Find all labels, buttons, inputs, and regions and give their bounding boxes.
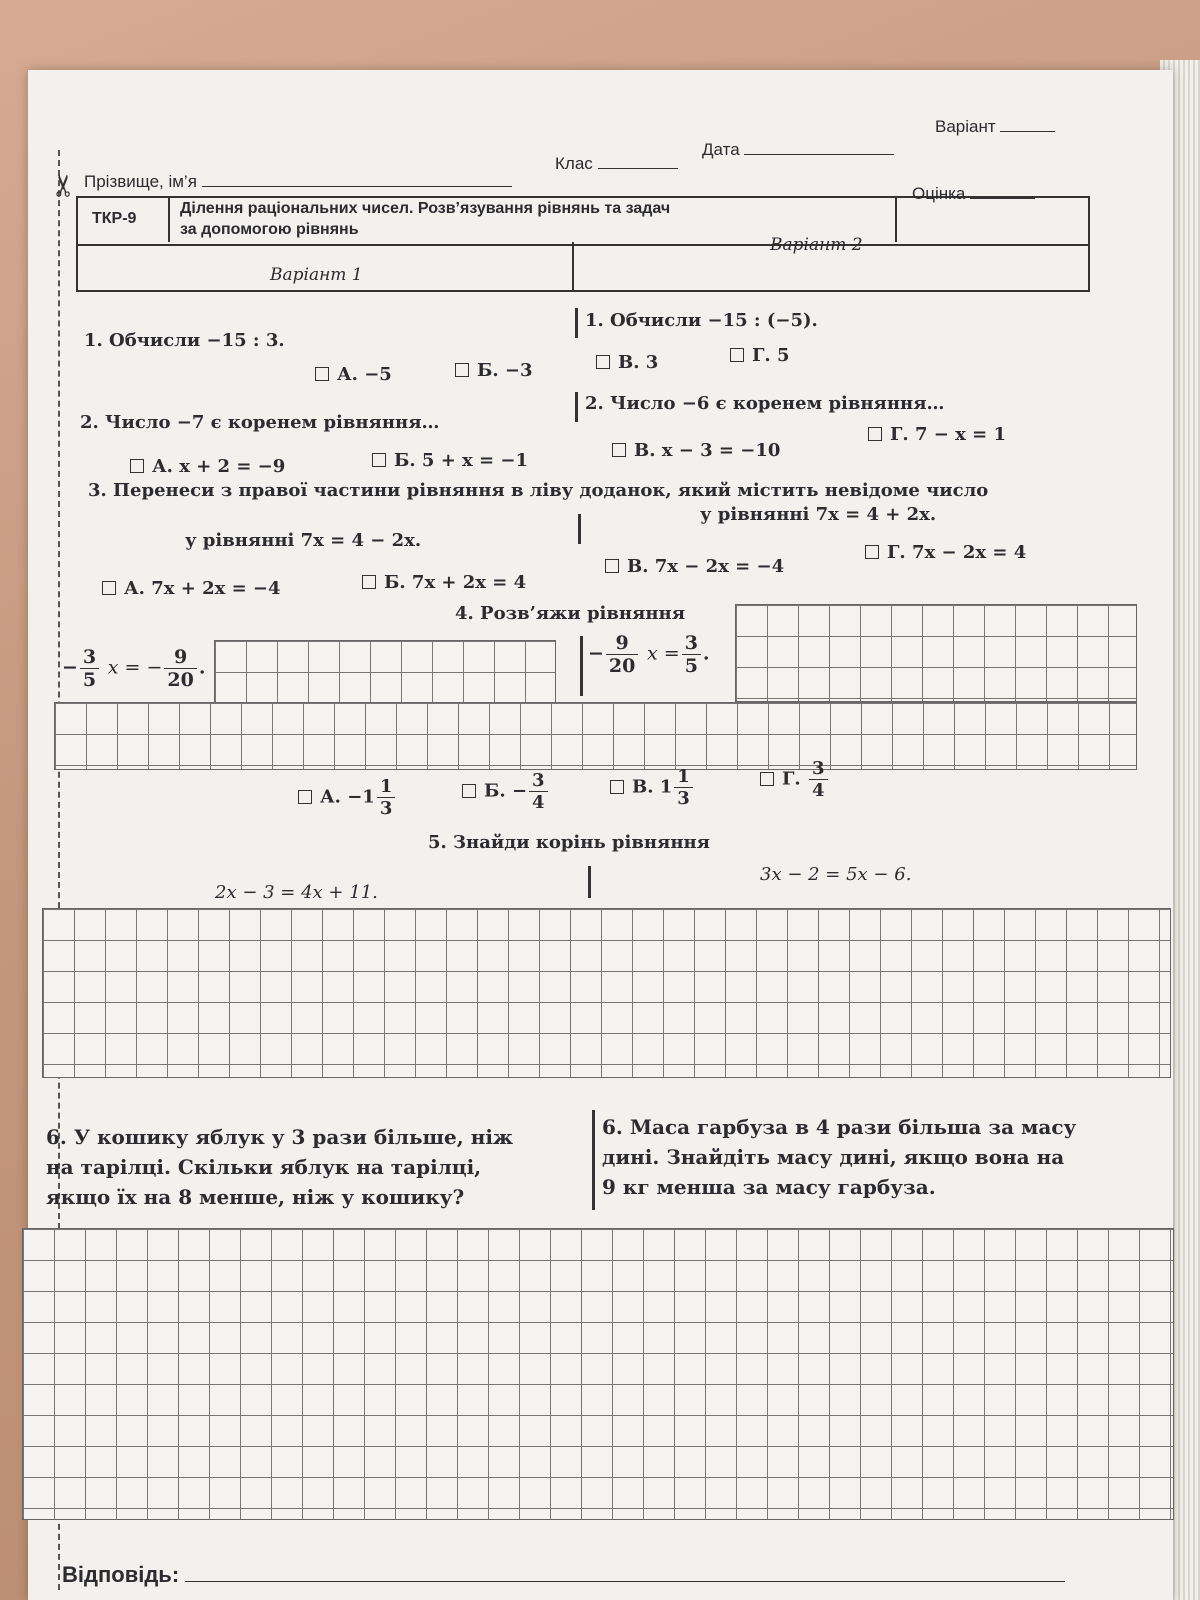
date-label: Дата <box>702 140 740 159</box>
q4-title: 4. Розв’яжи рівняння <box>455 603 686 624</box>
q3-variant2: у рівнянні 7x = 4 + 2x. <box>700 504 937 525</box>
q3-option-a[interactable]: А. 7x + 2x = −4 <box>102 578 281 599</box>
q3-variant1: у рівнянні 7x = 4 − 2x. <box>185 530 422 551</box>
q4-option-c[interactable]: В. 1 $\frac{1}{3}$ <box>610 766 695 809</box>
variant-label: Варіант <box>935 117 996 136</box>
q2-option-a[interactable]: А. x + 2 = −9 <box>130 456 285 477</box>
q1-option-a[interactable]: А. −5 <box>315 364 392 385</box>
q3-option-c[interactable]: В. 7x − 2x = −4 <box>605 556 784 577</box>
name-label: Прізвище, ім’я <box>84 172 197 191</box>
q4-variant2-equation: − $\frac{9}{20}$ x = $\frac{3}{5}$ . <box>588 632 716 677</box>
q5-variant2-equation: 3x − 2 = 5x − 6. <box>760 864 912 885</box>
class-label: Клас <box>555 154 593 173</box>
scissors-icon: ✂ <box>47 172 83 199</box>
answer-field[interactable] <box>62 1562 1065 1588</box>
date-field[interactable] <box>702 140 894 160</box>
class-field[interactable] <box>555 154 678 174</box>
q3-option-b[interactable]: Б. 7x + 2x = 4 <box>362 572 526 593</box>
name-field[interactable] <box>84 172 512 192</box>
q4-grid-work[interactable] <box>54 702 1137 770</box>
q2-option-b[interactable]: Б. 5 + x = −1 <box>372 450 528 471</box>
variant2-heading: Варіант 2 <box>770 235 863 255</box>
q2-variant1: 2. Число −7 є коренем рівняння… <box>80 412 440 433</box>
q1-option-c[interactable]: В. 3 <box>596 352 658 373</box>
test-title-line2: за допомогою рівнянь <box>180 221 359 238</box>
q6-grid[interactable] <box>22 1228 1174 1520</box>
q2-option-d[interactable]: Г. 7 − x = 1 <box>868 424 1006 445</box>
q6-variant2-problem: 6. Маса гарбуза в 4 рази більша за масу дині. Знайдіть масу дині, якщо вона на 9 кг менша за масу гарбуза. <box>602 1115 1077 1199</box>
q6-variant1-problem: 6. У кошику яблук у 3 рази більше, ніж на тарілці. Скільки яблук на тарілці, якщо їх на 8 менше, ніж у кошику? <box>46 1125 514 1209</box>
variant-row <box>76 242 1090 292</box>
q5-grid[interactable] <box>42 908 1171 1078</box>
q1-option-b[interactable]: Б. −3 <box>455 360 533 381</box>
q5-variant1-equation: 2x − 3 = 4x + 11. <box>215 882 378 903</box>
q4-option-a[interactable]: А. −1 $\frac{1}{3}$ <box>298 776 397 819</box>
grade-label: Оцінка <box>912 184 966 203</box>
q4-option-b[interactable]: Б. − $\frac{3}{4}$ <box>462 770 550 813</box>
variant1-heading: Варіант 1 <box>270 265 363 285</box>
q4-option-d[interactable]: Г. $\frac{3}{4}$ <box>760 758 830 801</box>
test-title-line1: Ділення раціональних чисел. Розв’язування рівнянь та задач <box>180 200 671 217</box>
q3-text: 3. Перенеси з правої частини рівняння в ліву доданок, який містить невідоме число <box>88 480 989 501</box>
variant-field[interactable] <box>935 117 1055 137</box>
q2-variant2: 2. Число −6 є коренем рівняння… <box>585 393 945 414</box>
q4-grid-top-right[interactable] <box>735 604 1137 702</box>
answer-label: Відповідь: <box>62 1562 180 1587</box>
q4-variant1-equation: − $\frac{3}{5}$ x = − $\frac{9}{20}$ . <box>62 646 210 691</box>
test-code: ТКР-9 <box>92 210 137 227</box>
q1-option-d[interactable]: Г. 5 <box>730 345 790 366</box>
q4-grid-top-left[interactable] <box>214 640 556 704</box>
grade-field[interactable] <box>912 184 1035 204</box>
q1-variant1: 1. Обчисли −15 : 3. <box>84 330 285 351</box>
q2-option-c[interactable]: В. x − 3 = −10 <box>612 440 780 461</box>
q5-title: 5. Знайди корінь рівняння <box>428 832 710 853</box>
q3-option-d[interactable]: Г. 7x − 2x = 4 <box>865 542 1026 563</box>
q1-variant2: 1. Обчисли −15 : (−5). <box>585 310 818 331</box>
